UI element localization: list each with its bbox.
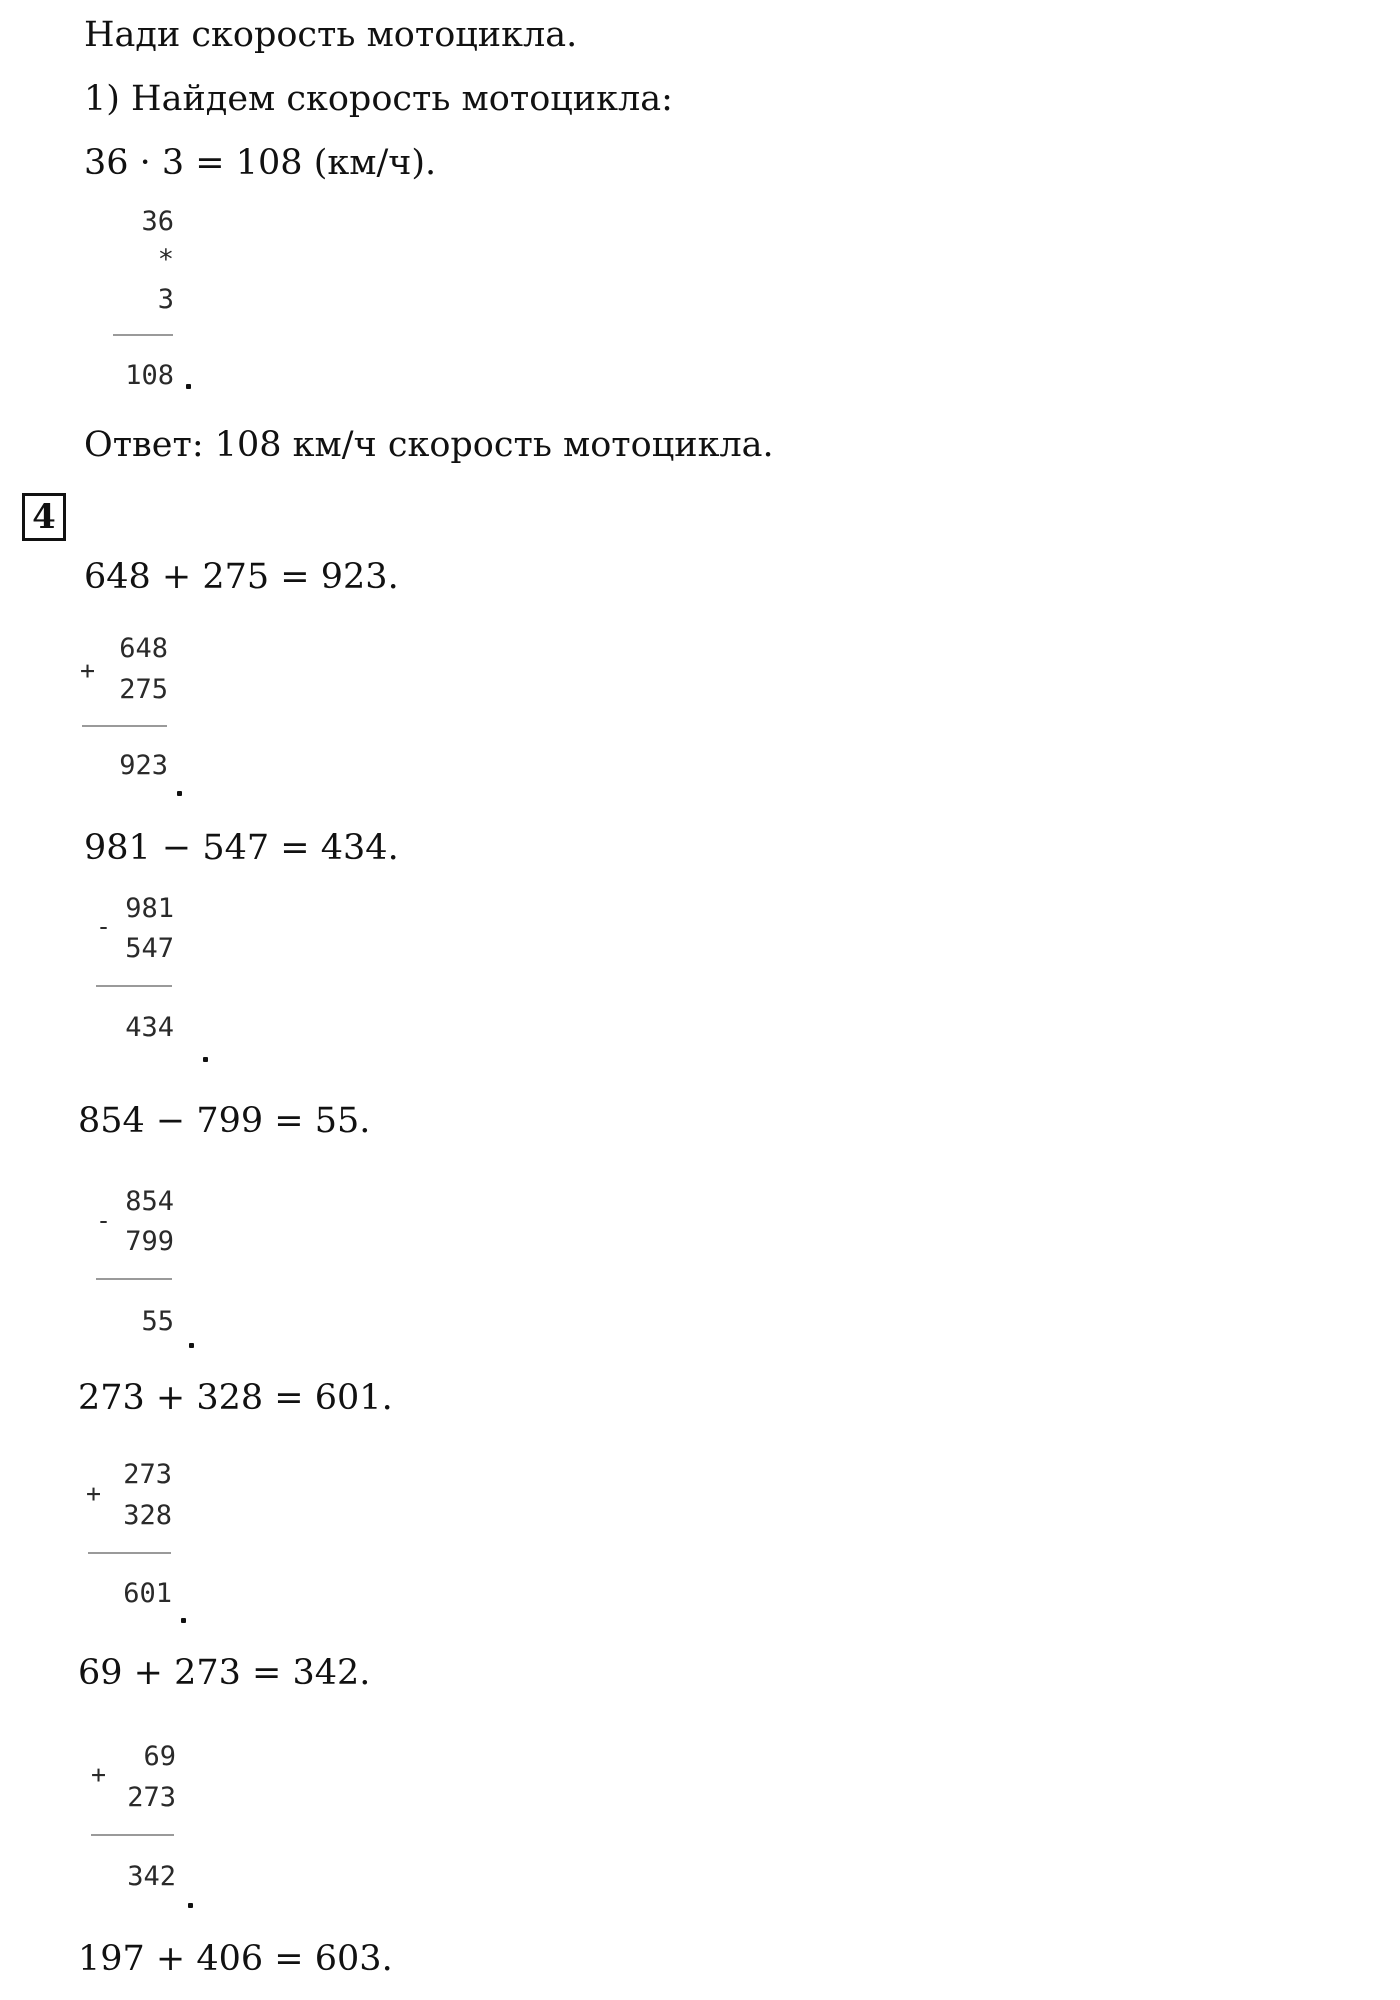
column-dot [189, 1343, 194, 1348]
column-top: 648 [119, 633, 168, 664]
column-result: 108 [125, 360, 174, 391]
equation-4: 273 + 328 = 601. [78, 1378, 393, 1418]
column-bottom: 273 [127, 1782, 176, 1813]
equation-5: 69 + 273 = 342. [78, 1653, 371, 1693]
column-top: 69 [143, 1741, 176, 1772]
column-top: 981 [125, 893, 174, 924]
column-sign: - [96, 1206, 112, 1235]
answer-text: Ответ: 108 км/ч скорость мотоцикла. [84, 425, 774, 465]
column-rule [91, 1834, 174, 1836]
column-bottom: 3 [157, 284, 174, 315]
column-rule [88, 1552, 171, 1554]
column-rule [82, 725, 167, 727]
column-result: 434 [125, 1012, 174, 1043]
task-intro: Нади скорость мотоцикла. [84, 15, 578, 55]
column-rule [96, 985, 172, 987]
column-dot [203, 1057, 208, 1062]
task-number-box: 4 [22, 493, 66, 541]
column-operator: * [157, 244, 174, 275]
column-rule [113, 334, 173, 336]
column-bottom: 328 [123, 1500, 172, 1531]
column-dot [181, 1618, 186, 1623]
column-bottom: 275 [119, 674, 168, 705]
column-dot [188, 1903, 193, 1908]
speed-equation: 36 · 3 = 108 (км/ч). [84, 143, 437, 183]
column-sign: + [86, 1479, 102, 1508]
column-result: 601 [123, 1578, 172, 1609]
equation-3: 854 − 799 = 55. [78, 1101, 371, 1141]
column-sign: + [91, 1760, 107, 1789]
column-top: 273 [123, 1459, 172, 1490]
column-rule [96, 1278, 172, 1280]
step-1-text: 1) Найдем скорость мотоцикла: [84, 79, 673, 119]
equation-6: 197 + 406 = 603. [78, 1939, 393, 1979]
column-sign: + [80, 656, 96, 685]
column-bottom: 799 [125, 1226, 174, 1257]
column-top: 854 [125, 1186, 174, 1217]
column-result: 923 [119, 750, 168, 781]
equation-2: 981 − 547 = 434. [84, 828, 399, 868]
column-result: 55 [141, 1306, 174, 1337]
column-top: 36 [141, 206, 174, 237]
column-bottom: 547 [125, 933, 174, 964]
column-dot [177, 791, 182, 796]
column-result: 342 [127, 1861, 176, 1892]
column-sign: - [96, 912, 112, 941]
column-dot [186, 384, 191, 389]
equation-1: 648 + 275 = 923. [84, 557, 399, 597]
